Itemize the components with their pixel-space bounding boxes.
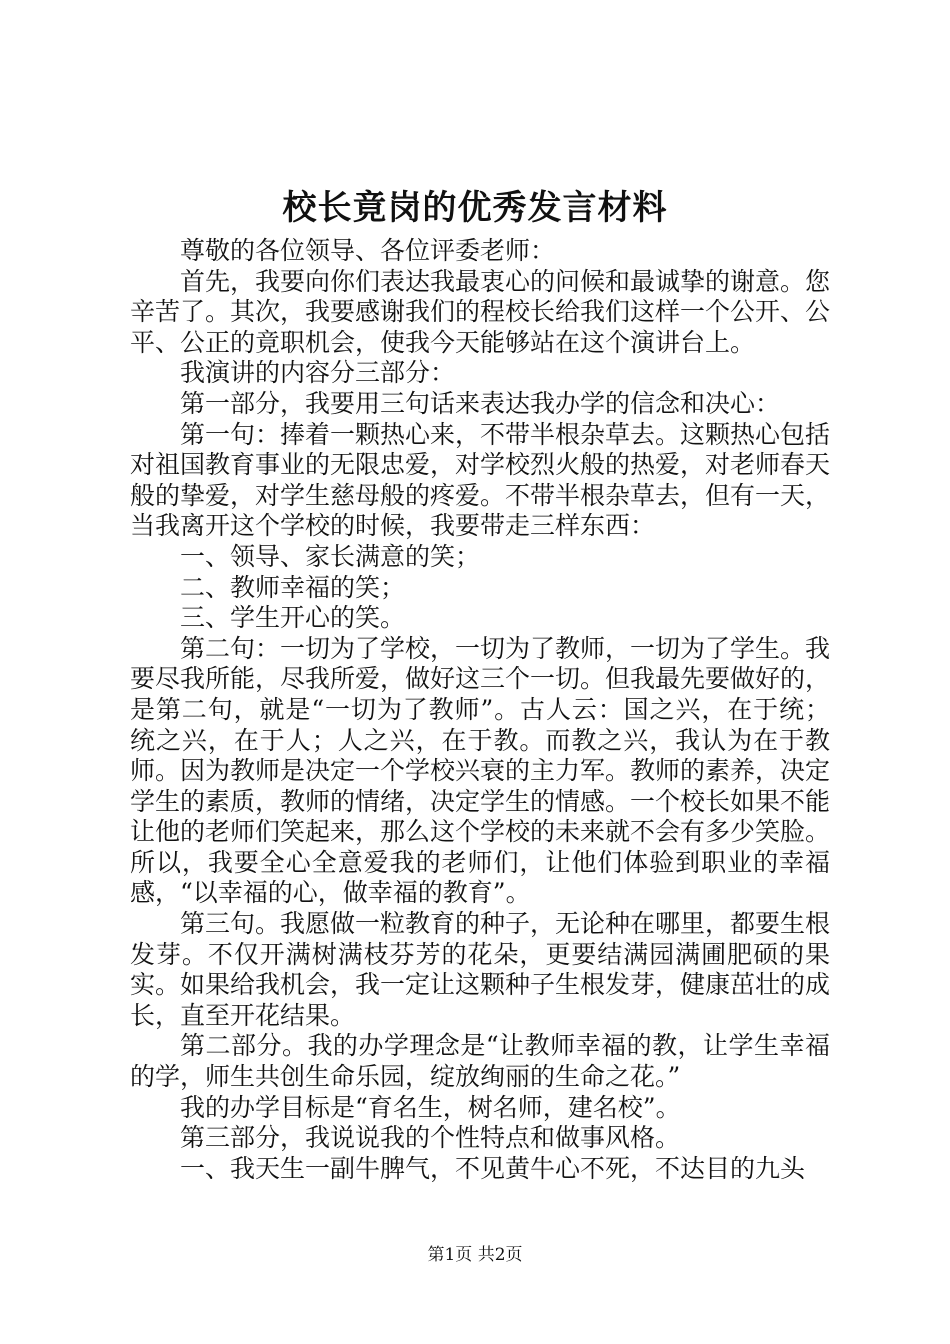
document-title: 校长竟岗的优秀发言材料 [282,188,668,228]
paragraph: 第三部分，我说说我的个性特点和做事风格。 [180,1123,681,1153]
paragraph: 我的办学目标是“育名生，树名师，建名校”。 [180,1092,681,1122]
paragraph: 第二部分。我的办学理念是“让教师幸福的教，让学生幸福的学，师生共创生命乐园，绽放绚丽的生命之花。” [130,1031,830,1092]
paragraph: 第一句：捧着一颗热心来，不带半根杂草去。这颗热心包括对祖国教育事业的无限忠爱，对学校烈火般的热爱，对老师春天般的挚爱，对学生慈母般的疼爱。不带半根杂草去，但有一天，当我离开这个学校的时候，我要带走三样东西： [130,419,831,541]
paragraph-salutation: 尊敬的各位领导、各位评委老师： [180,236,556,265]
list-item: 二、教师幸福的笑； [180,572,406,602]
list-item: 三、学生开心的笑。 [180,603,406,633]
document-body [130,236,830,1184]
paragraph: 第二句：一切为了学校，一切为了教师，一切为了学生。我要尽我所能，尽我所爱，做好这三个一切。但我最先要做好的，是第二句，就是“一切为了教师”。古人云：国之兴，在于统；统之兴，在于人；人之兴，在于教。而教之兴，我认为在于教师。因为教师是决定一个学校兴衰的主力军。教师的素养，决定学生的素质，教师的情绪，决定学生的情感。一个校长如果不能让他的老师们笑起来，那么这个学校的未来就不会有多少笑脸。所以，我要全心全意爱我的老师们，让他们体验到职业的幸福感，“以幸福的心，做幸福的教育”。 [130,633,831,908]
paragraph: 一、我天生一副牛脾气，不见黄牛心不死，不达目的九头 [180,1153,806,1183]
paragraph: 第三句。我愿做一粒教育的种子，无论种在哪里，都要生根发芽。不仅开满树满枝芬芳的花朵，更要结满园满圃肥硕的果实。如果给我机会，我一定让这颗种子生根发芽，健康茁壮的成长，直至开花结果。 [130,909,831,1030]
paragraph: 我演讲的内容分三部分： [180,358,456,388]
page-number: 第1页 共2页 [427,1245,523,1265]
paragraph: 首先，我要向你们表达我最衷心的问候和最诚挚的谢意。您辛苦了。其次，我要感谢我们的程校长给我们这样一个公开、公平、公正的竟职机会，使我今天能够站在这个演讲台上。 [130,266,831,357]
list-item: 一、领导、家长满意的笑； [180,541,481,571]
paragraph: 第一部分，我要用三句话来表达我办学的信念和决心： [180,388,781,418]
